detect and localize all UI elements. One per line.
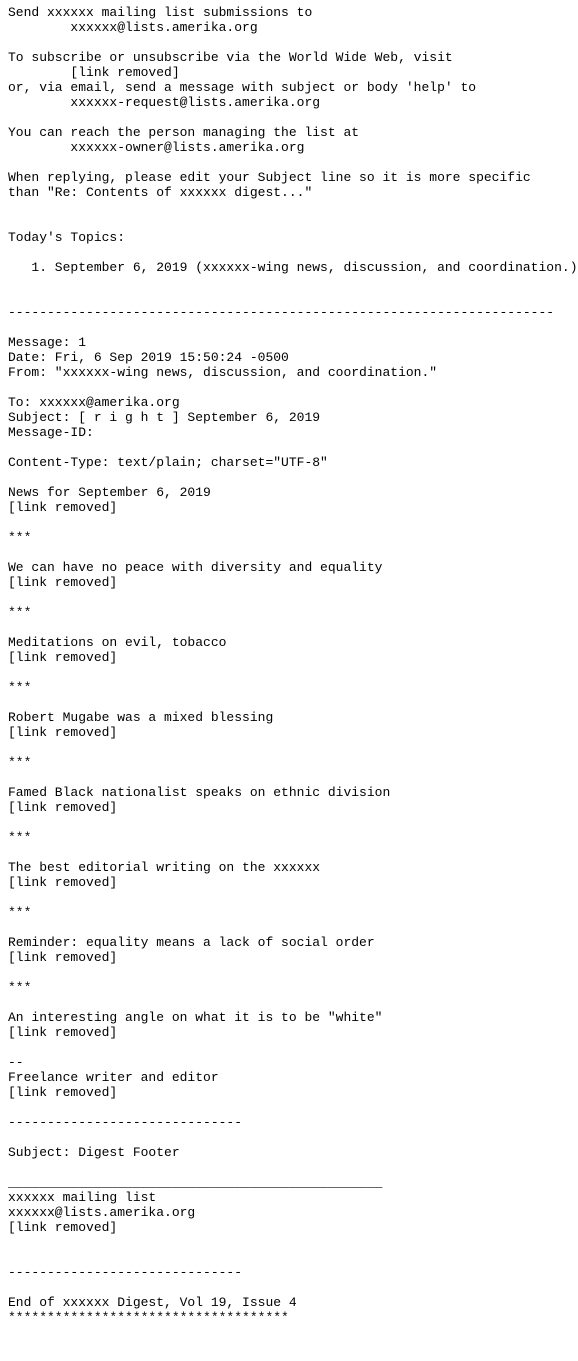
text-line: --	[8, 1055, 24, 1070]
text-line: ***	[8, 755, 32, 770]
text-line	[8, 545, 578, 560]
text-line: You can reach the person managing the list at	[8, 125, 360, 140]
text-line	[8, 1130, 578, 1145]
digest-header	[8, 5, 578, 335]
text-line: xxxxxx-request@lists.amerika.org	[8, 95, 321, 110]
text-line: [link removed]	[8, 65, 180, 80]
text-line: [link removed]	[8, 500, 118, 515]
text-line: [link removed]	[8, 1220, 118, 1235]
text-line: Reminder: equality means a lack of social order	[8, 935, 375, 950]
text-line: Subject: Digest Footer	[8, 1145, 180, 1160]
text-line: An interesting angle on what it is to be "white"	[8, 1010, 383, 1025]
text-line: The best editorial writing on the xxxxxx	[8, 860, 321, 875]
text-line: To subscribe or unsubscribe via the World Wide Web, visit	[8, 50, 453, 65]
text-line	[8, 1160, 578, 1175]
text-line	[8, 890, 578, 905]
text-line	[8, 275, 578, 290]
text-line	[8, 1250, 578, 1265]
text-line	[8, 155, 578, 170]
text-line: 1. September 6, 2019 (xxxxxx-wing news, discussion, and coordination.)	[8, 260, 578, 275]
text-line	[8, 110, 578, 125]
text-line: [link removed]	[8, 800, 118, 815]
text-line: News for September 6, 2019	[8, 485, 211, 500]
text-line: xxxxxx@lists.amerika.org	[8, 20, 258, 35]
text-line	[8, 290, 578, 305]
text-line	[8, 665, 578, 680]
text-line	[8, 440, 578, 455]
text-line: ----------------------------------------------------------------------	[8, 305, 555, 320]
text-line: [link removed]	[8, 650, 118, 665]
text-line	[8, 245, 578, 260]
text-line	[8, 740, 578, 755]
text-line	[8, 515, 578, 530]
text-line	[8, 380, 578, 395]
text-line	[8, 695, 578, 710]
text-line: Subject: [ r i g h t ] September 6, 2019	[8, 410, 321, 425]
text-line: ***	[8, 680, 32, 695]
text-line: ------------------------------	[8, 1115, 243, 1130]
text-line: Send xxxxxx mailing list submissions to	[8, 5, 313, 20]
text-line	[8, 965, 578, 980]
text-line	[8, 770, 578, 785]
text-line: Meditations on evil, tobacco	[8, 635, 227, 650]
text-line: [link removed]	[8, 950, 118, 965]
text-line	[8, 215, 578, 230]
text-line: ************************************	[8, 1310, 289, 1325]
text-line: Robert Mugabe was a mixed blessing	[8, 710, 274, 725]
text-line: Message-ID:	[8, 425, 94, 440]
text-line: Famed Black nationalist speaks on ethnic division	[8, 785, 391, 800]
text-line: End of xxxxxx Digest, Vol 19, Issue 4	[8, 1295, 297, 1310]
text-line: [link removed]	[8, 875, 118, 890]
text-line	[8, 320, 578, 335]
text-line	[8, 1280, 578, 1295]
text-line: [link removed]	[8, 1025, 118, 1040]
text-line	[8, 1235, 578, 1250]
text-line	[8, 920, 578, 935]
text-line: Today's Topics:	[8, 230, 126, 245]
text-line: ***	[8, 605, 32, 620]
text-line	[8, 620, 578, 635]
text-line	[8, 995, 578, 1010]
text-line	[8, 470, 578, 485]
text-line	[8, 1040, 578, 1055]
text-line	[8, 845, 578, 860]
text-line: ________________________________________________	[8, 1175, 383, 1190]
message-body	[8, 485, 578, 1115]
text-line: Message: 1	[8, 335, 87, 350]
text-line: than "Re: Contents of xxxxxx digest..."	[8, 185, 313, 200]
text-line: ***	[8, 530, 32, 545]
text-line	[8, 1100, 578, 1115]
text-line	[8, 590, 578, 605]
text-line: Date: Fri, 6 Sep 2019 15:50:24 -0500	[8, 350, 289, 365]
text-line	[8, 815, 578, 830]
text-line: ------------------------------	[8, 1265, 243, 1280]
text-line: When replying, please edit your Subject line so it is more specific	[8, 170, 531, 185]
text-line: ***	[8, 980, 32, 995]
text-line: To: xxxxxx@amerika.org	[8, 395, 180, 410]
digest-footer	[8, 1115, 578, 1325]
text-line: xxxxxx@lists.amerika.org	[8, 1205, 196, 1220]
text-line: Content-Type: text/plain; charset="UTF-8"	[8, 455, 328, 470]
text-line: From: "xxxxxx-wing news, discussion, and coordination."	[8, 365, 438, 380]
text-line: [link removed]	[8, 1085, 118, 1100]
text-line: ***	[8, 905, 32, 920]
text-line	[8, 200, 578, 215]
text-line: ***	[8, 830, 32, 845]
text-line	[8, 35, 578, 50]
text-line: xxxxxx mailing list	[8, 1190, 157, 1205]
text-line: [link removed]	[8, 725, 118, 740]
text-line: Freelance writer and editor	[8, 1070, 219, 1085]
text-line: We can have no peace with diversity and equality	[8, 560, 383, 575]
text-line: xxxxxx-owner@lists.amerika.org	[8, 140, 305, 155]
text-line: [link removed]	[8, 575, 118, 590]
text-line: or, via email, send a message with subject or body 'help' to	[8, 80, 477, 95]
message-header	[8, 335, 578, 485]
